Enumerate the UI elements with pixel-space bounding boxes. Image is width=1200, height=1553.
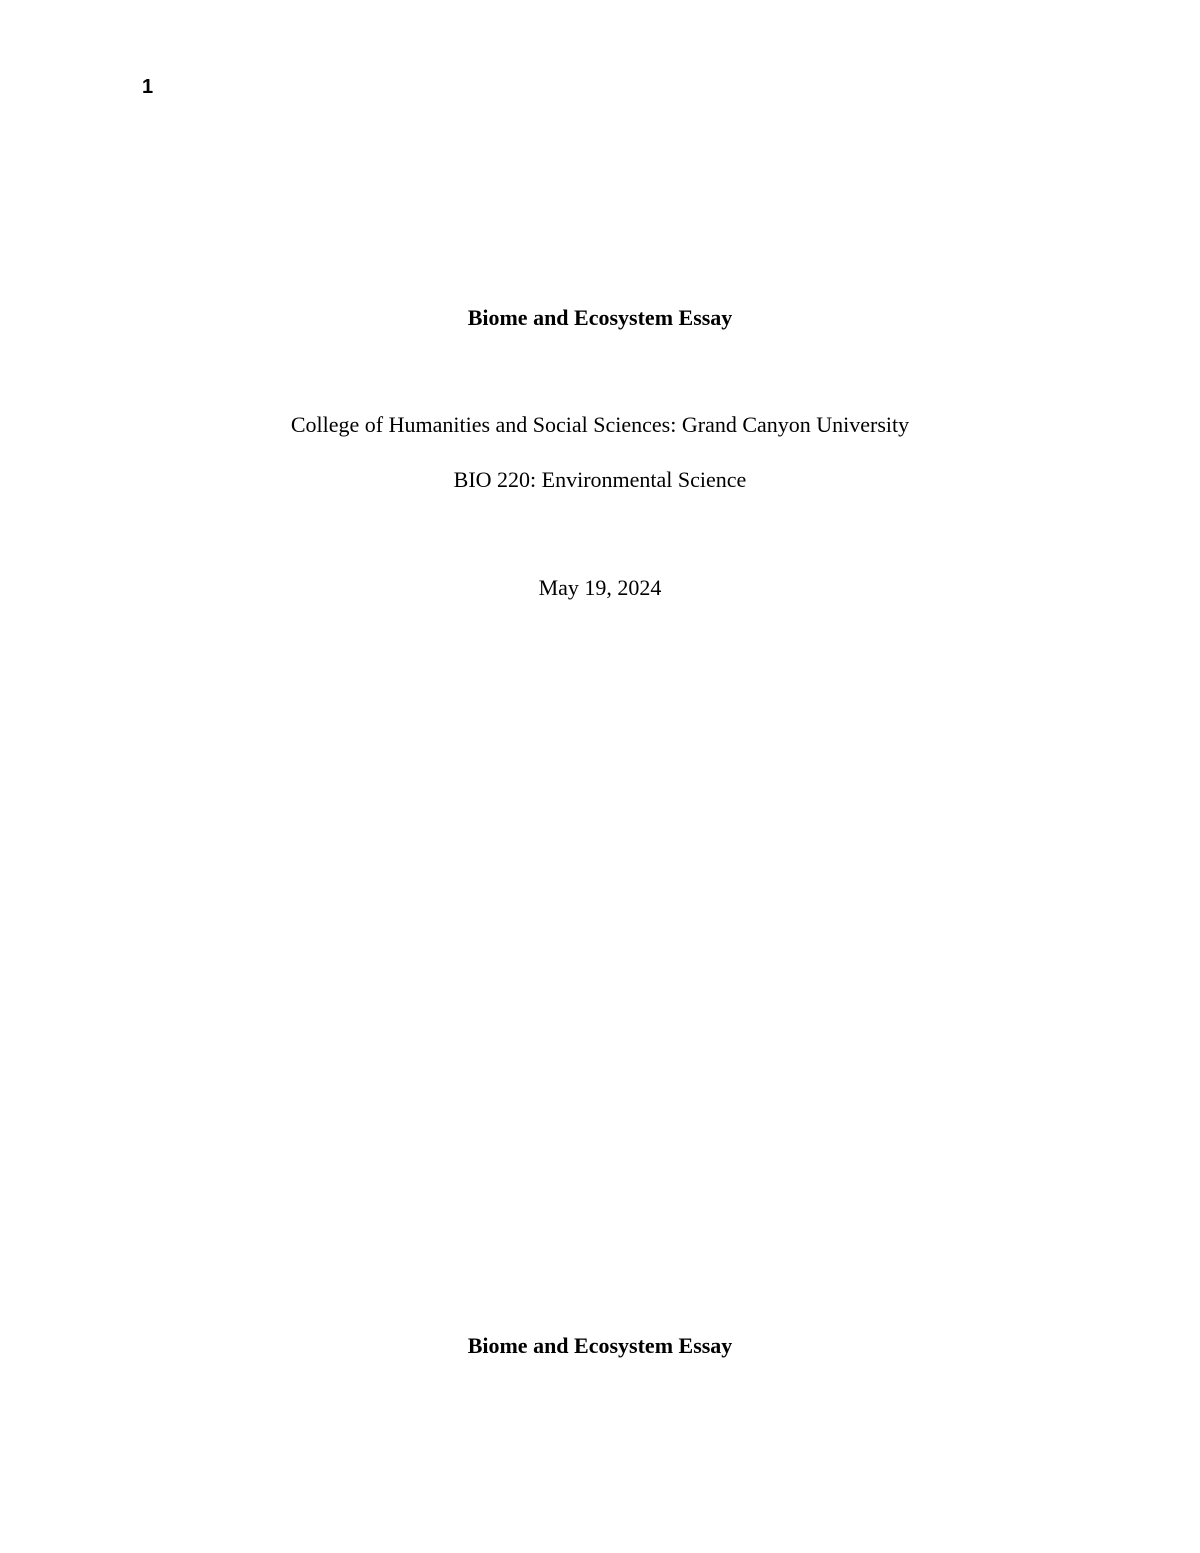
date-line: May 19, 2024 [538, 575, 662, 600]
page-number: 1 [142, 76, 154, 98]
body-heading: Biome and Ecosystem Essay [467, 1333, 733, 1358]
course-line: BIO 220: Environmental Science [453, 467, 747, 492]
institution-line: College of Humanities and Social Sciences: Grand Canyon University [290, 412, 910, 437]
title-page-title: Biome and Ecosystem Essay [467, 305, 733, 330]
